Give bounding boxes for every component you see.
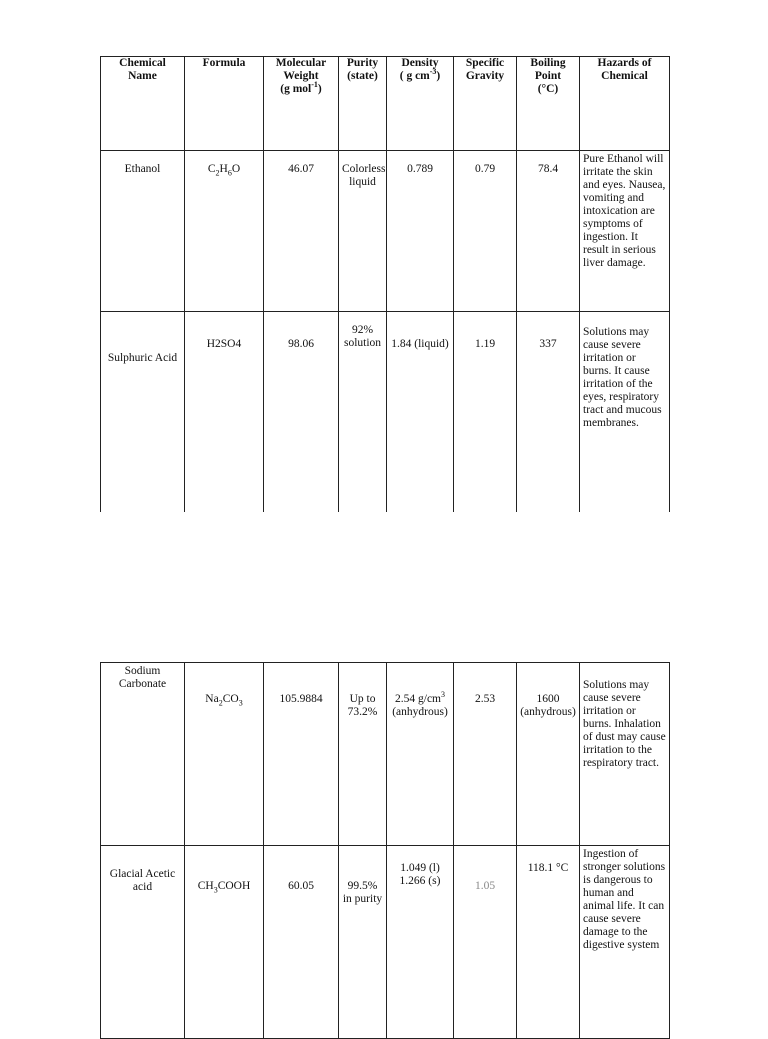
cell-boiling-point: 337 <box>517 312 580 513</box>
table-row-glacial-acetic-acid <box>101 846 670 1039</box>
cell-specific-gravity: 1.05 <box>454 846 517 1039</box>
header-boiling-point: Boiling Point (°C) <box>517 57 580 151</box>
cell-formula: $C_2H_6O$ <box>185 151 264 312</box>
cell-density: 2.54 $g/cm^3$ (anhydrous) <box>387 663 454 846</box>
cell-boiling-point: 118.1 °C <box>517 846 580 1039</box>
table-header-row <box>101 57 670 151</box>
cell-formula: $Na_2CO_3$ <box>185 663 264 846</box>
header-hazards: Hazards of Chemical <box>580 57 670 151</box>
table-row-ethanol <box>101 151 670 312</box>
cell-hazards: Pure Ethanol will irritate the skin and eyes. Nausea, vomiting and intoxication are symptoms of ingestion. It result in serious liver damage. <box>580 151 670 312</box>
cell-boiling-point: 78.4 <box>517 151 580 312</box>
cell-name: Glacial Acetic acid <box>101 846 185 1039</box>
cell-purity: 99.5% in purity <box>339 846 387 1039</box>
header-formula: Formula <box>185 57 264 151</box>
cell-molecular-weight: 60.05 <box>264 846 339 1039</box>
cell-purity: Colorless liquid <box>339 151 387 312</box>
header-molecular-weight: Molecular Weight (g mol$^{-1}$) <box>264 57 339 151</box>
cell-molecular-weight: 46.07 <box>264 151 339 312</box>
chemical-table-top <box>100 56 670 512</box>
cell-hazards: Solutions may cause severe irritation or burns. It cause irritation of the eyes, respiratory tract and mucous membranes. <box>580 312 670 513</box>
cell-density: 0.789 <box>387 151 454 312</box>
cell-specific-gravity: 0.79 <box>454 151 517 312</box>
cell-purity: Up to 73.2% <box>339 663 387 846</box>
header-purity: Purity (state) <box>339 57 387 151</box>
cell-hazards: Ingestion of stronger solutions is dangerous to human and animal life. It can cause severe damage to the digestive system <box>580 846 670 1039</box>
cell-hazards: Solutions may cause severe irritation or burns. Inhalation of dust may cause irritation to the respiratory tract. <box>580 663 670 846</box>
cell-name: Sulphuric Acid <box>101 312 185 513</box>
table-row-sodium-carbonate <box>101 663 670 846</box>
cell-molecular-weight: 105.9884 <box>264 663 339 846</box>
header-chemical-name: Chemical Name <box>101 57 185 151</box>
cell-density: 1.84 (liquid) <box>387 312 454 513</box>
table-row-sulphuric-acid <box>101 312 670 513</box>
cell-purity: 92% solution <box>339 312 387 513</box>
cell-density: 1.049 (l) 1.266 (s) <box>387 846 454 1039</box>
cell-name: Sodium Carbonate <box>101 663 185 846</box>
cell-name: Ethanol <box>101 151 185 312</box>
cell-formula: $CH_3COOH$ <box>185 846 264 1039</box>
header-density: Density ( g $cm^{-3}$) <box>387 57 454 151</box>
cell-formula: H2SO4 <box>185 312 264 513</box>
cell-boiling-point: 1600 (anhydrous) <box>517 663 580 846</box>
header-specific-gravity: Specific Gravity <box>454 57 517 151</box>
cell-specific-gravity: 1.19 <box>454 312 517 513</box>
cell-specific-gravity: 2.53 <box>454 663 517 846</box>
chemical-table-bottom <box>100 662 670 1039</box>
cell-molecular-weight: 98.06 <box>264 312 339 513</box>
